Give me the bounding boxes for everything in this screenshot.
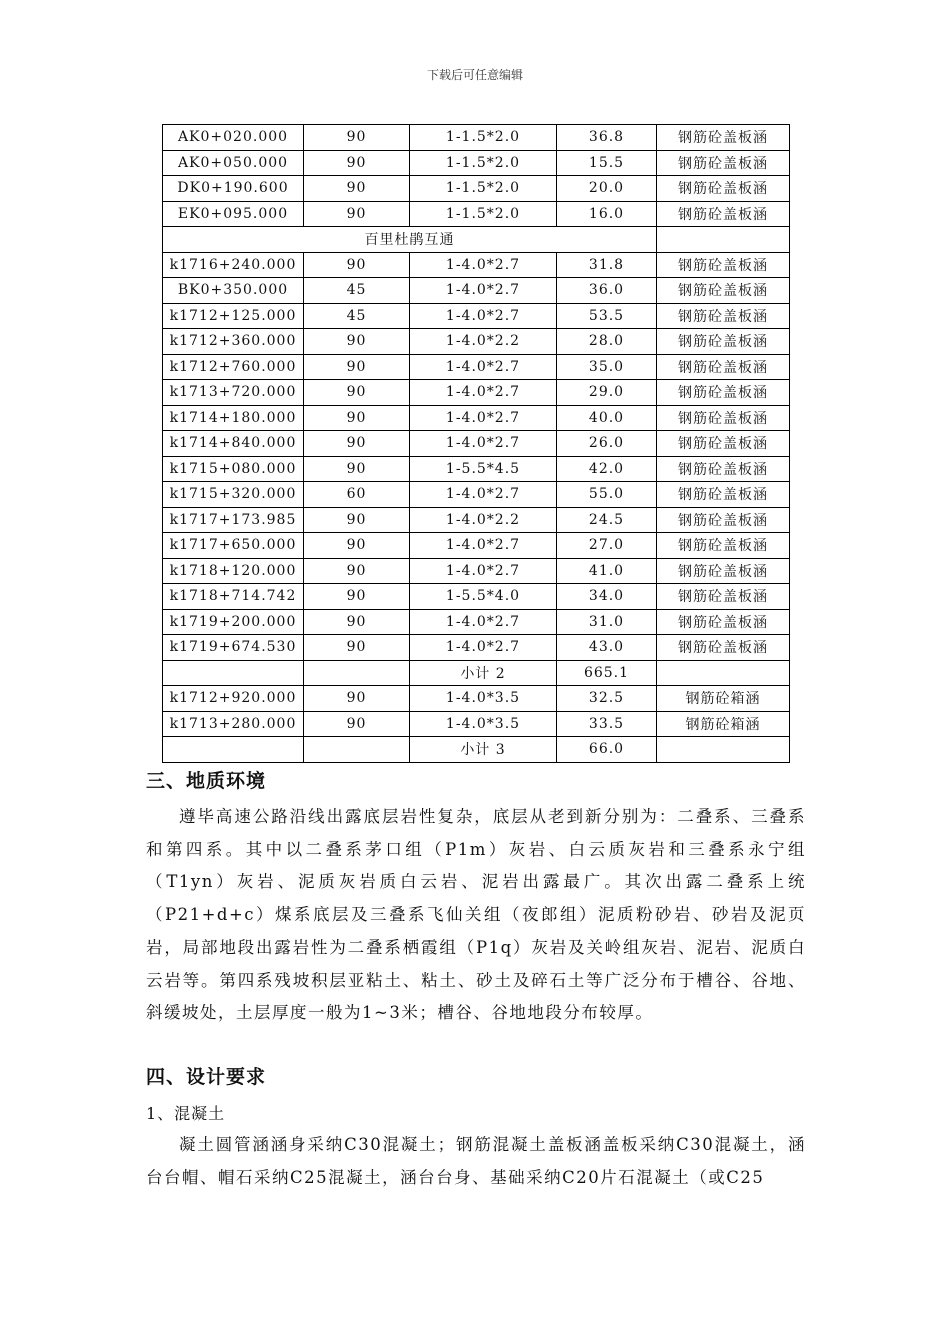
cell-empty xyxy=(304,660,410,686)
cell-station: k1719+674.530 xyxy=(163,635,304,661)
cell-station: k1717+173.985 xyxy=(163,507,304,533)
cell-kind: 钢筋砼箱涵 xyxy=(657,686,790,712)
cell-length: 28.0 xyxy=(557,329,657,355)
section-3-heading: 三、地质环境 xyxy=(146,770,267,792)
cell-angle: 45 xyxy=(304,278,410,304)
table-row xyxy=(163,558,790,584)
page-header: 下载后可任意编辑 xyxy=(426,68,523,82)
cell-span: 1-4.0*2.2 xyxy=(410,329,557,355)
section-3-paragraph xyxy=(146,801,806,1030)
cell-section-label: 百里杜鹃互通 xyxy=(163,227,657,253)
table-row xyxy=(163,584,790,610)
table-row xyxy=(163,176,790,202)
cell-angle: 90 xyxy=(304,635,410,661)
table-row xyxy=(163,201,790,227)
table-row xyxy=(163,150,790,176)
cell-span: 1-1.5*2.0 xyxy=(410,125,557,151)
cell-kind: 钢筋砼盖板涵 xyxy=(657,354,790,380)
cell-length: 33.5 xyxy=(557,711,657,737)
table-row xyxy=(163,329,790,355)
cell-station: k1719+200.000 xyxy=(163,609,304,635)
cell-span: 1-4.0*2.2 xyxy=(410,507,557,533)
cell-length: 16.0 xyxy=(557,201,657,227)
cell-span: 1-4.0*2.7 xyxy=(410,303,557,329)
table-row xyxy=(163,125,790,151)
culvert-table-body xyxy=(163,125,790,763)
table-subtotal-row xyxy=(163,737,790,763)
cell-kind: 钢筋砼盖板涵 xyxy=(657,303,790,329)
cell-span: 1-4.0*2.7 xyxy=(410,405,557,431)
cell-angle: 90 xyxy=(304,609,410,635)
cell-span: 1-1.5*2.0 xyxy=(410,176,557,202)
table-section-row xyxy=(163,227,790,253)
cell-length: 31.0 xyxy=(557,609,657,635)
cell-empty xyxy=(657,660,790,686)
section-4-subheading: 1、混凝土 xyxy=(146,1104,226,1123)
cell-station: k1712+125.000 xyxy=(163,303,304,329)
cell-span: 1-4.0*2.7 xyxy=(410,380,557,406)
cell-angle: 90 xyxy=(304,252,410,278)
cell-span: 1-4.0*2.7 xyxy=(410,482,557,508)
section-4-paragraph xyxy=(146,1129,806,1194)
culvert-table xyxy=(162,124,790,763)
cell-span: 1-4.0*3.5 xyxy=(410,686,557,712)
cell-station: AK0+020.000 xyxy=(163,125,304,151)
table-row xyxy=(163,711,790,737)
cell-length: 41.0 xyxy=(557,558,657,584)
cell-angle: 90 xyxy=(304,176,410,202)
cell-kind: 钢筋砼盖板涵 xyxy=(657,150,790,176)
cell-kind: 钢筋砼盖板涵 xyxy=(657,609,790,635)
cell-length: 43.0 xyxy=(557,635,657,661)
table-row xyxy=(163,609,790,635)
cell-span: 1-4.0*3.5 xyxy=(410,711,557,737)
cell-station: BK0+350.000 xyxy=(163,278,304,304)
cell-kind: 钢筋砼盖板涵 xyxy=(657,456,790,482)
cell-kind: 钢筋砼盖板涵 xyxy=(657,176,790,202)
cell-length: 53.5 xyxy=(557,303,657,329)
cell-angle: 90 xyxy=(304,125,410,151)
cell-length: 35.0 xyxy=(557,354,657,380)
cell-angle: 90 xyxy=(304,558,410,584)
cell-length: 31.8 xyxy=(557,252,657,278)
cell-span: 1-4.0*2.7 xyxy=(410,558,557,584)
cell-kind: 钢筋砼盖板涵 xyxy=(657,431,790,457)
cell-length: 32.5 xyxy=(557,686,657,712)
cell-span: 1-1.5*2.0 xyxy=(410,201,557,227)
cell-kind: 钢筋砼盖板涵 xyxy=(657,252,790,278)
cell-length: 34.0 xyxy=(557,584,657,610)
cell-kind: 钢筋砼盖板涵 xyxy=(657,201,790,227)
cell-span: 1-4.0*2.7 xyxy=(410,431,557,457)
cell-angle: 90 xyxy=(304,354,410,380)
cell-kind: 钢筋砼盖板涵 xyxy=(657,558,790,584)
cell-kind: 钢筋砼盖板涵 xyxy=(657,533,790,559)
cell-span: 1-5.5*4.5 xyxy=(410,456,557,482)
cell-subtotal-label: 小计 3 xyxy=(410,737,557,763)
table-row xyxy=(163,456,790,482)
cell-kind: 钢筋砼盖板涵 xyxy=(657,380,790,406)
cell-span: 1-4.0*2.7 xyxy=(410,278,557,304)
cell-span: 1-4.0*2.7 xyxy=(410,533,557,559)
table-subtotal-row xyxy=(163,660,790,686)
cell-station: k1713+280.000 xyxy=(163,711,304,737)
cell-kind: 钢筋砼盖板涵 xyxy=(657,125,790,151)
cell-kind: 钢筋砼盖板涵 xyxy=(657,405,790,431)
cell-kind: 钢筋砼盖板涵 xyxy=(657,278,790,304)
cell-subtotal-label: 小计 2 xyxy=(410,660,557,686)
table-row xyxy=(163,686,790,712)
cell-station: k1712+920.000 xyxy=(163,686,304,712)
cell-length: 55.0 xyxy=(557,482,657,508)
cell-empty xyxy=(304,737,410,763)
cell-station: k1714+180.000 xyxy=(163,405,304,431)
cell-angle: 60 xyxy=(304,482,410,508)
table-row xyxy=(163,278,790,304)
section-3-body: 遵毕高速公路沿线出露底层岩性复杂，底层从老到新分别为：二叠系、三叠系和第四系。其中以二叠系茅口组（P1m）灰岩、白云质灰岩和三叠系永宁组（T1yn）灰岩、泥质灰岩质白云岩、泥岩出露最广。其次出露二叠系上统（P21+d+c）煤系底层及三叠系飞仙关组（夜郎组）泥质粉砂岩、砂岩及泥页岩，局部地段出露岩性为二叠系栖霞组（P1q）灰岩及关岭组灰岩、泥岩、泥质白云岩等。第四系残坡积层亚粘土、粘土、砂土及碎石土等广泛分布于槽谷、谷地、斜缓坡处，土层厚度一般为1~3米；槽谷、谷地地段分布较厚。 xyxy=(146,807,806,1023)
table-row xyxy=(163,380,790,406)
cell-span: 1-5.5*4.0 xyxy=(410,584,557,610)
cell-angle: 90 xyxy=(304,507,410,533)
cell-kind: 钢筋砼盖板涵 xyxy=(657,482,790,508)
cell-kind: 钢筋砼盖板涵 xyxy=(657,329,790,355)
cell-station: k1715+080.000 xyxy=(163,456,304,482)
table-row xyxy=(163,303,790,329)
cell-angle: 90 xyxy=(304,405,410,431)
section-4-body: 凝土圆管涵涵身采纳C30混凝土；钢筋混凝土盖板涵盖板采纳C30混凝土，涵台台帽、帽石采纳C25混凝土，涵台台身、基础采纳C20片石混凝土（或C25 xyxy=(146,1135,806,1187)
cell-kind: 钢筋砼盖板涵 xyxy=(657,507,790,533)
cell-angle: 90 xyxy=(304,584,410,610)
table-row xyxy=(163,482,790,508)
cell-station: k1716+240.000 xyxy=(163,252,304,278)
cell-angle: 90 xyxy=(304,380,410,406)
cell-station: DK0+190.600 xyxy=(163,176,304,202)
cell-span: 1-4.0*2.7 xyxy=(410,609,557,635)
cell-angle: 90 xyxy=(304,711,410,737)
cell-angle: 90 xyxy=(304,431,410,457)
cell-span: 1-1.5*2.0 xyxy=(410,150,557,176)
cell-angle: 90 xyxy=(304,456,410,482)
cell-length: 40.0 xyxy=(557,405,657,431)
cell-station: k1718+714.742 xyxy=(163,584,304,610)
cell-span: 1-4.0*2.7 xyxy=(410,252,557,278)
cell-empty xyxy=(657,227,790,253)
cell-empty xyxy=(657,737,790,763)
cell-span: 1-4.0*2.7 xyxy=(410,354,557,380)
cell-station: k1714+840.000 xyxy=(163,431,304,457)
table-row xyxy=(163,635,790,661)
table-row xyxy=(163,354,790,380)
section-4-heading: 四、设计要求 xyxy=(146,1066,267,1088)
cell-angle: 45 xyxy=(304,303,410,329)
cell-station: k1715+320.000 xyxy=(163,482,304,508)
cell-station: k1712+360.000 xyxy=(163,329,304,355)
cell-station: k1717+650.000 xyxy=(163,533,304,559)
table-row xyxy=(163,431,790,457)
cell-angle: 90 xyxy=(304,686,410,712)
cell-angle: 90 xyxy=(304,329,410,355)
table-row xyxy=(163,405,790,431)
table-row xyxy=(163,507,790,533)
cell-length: 42.0 xyxy=(557,456,657,482)
cell-station: k1712+760.000 xyxy=(163,354,304,380)
cell-subtotal-value: 665.1 xyxy=(557,660,657,686)
cell-station: EK0+095.000 xyxy=(163,201,304,227)
cell-length: 15.5 xyxy=(557,150,657,176)
cell-subtotal-value: 66.0 xyxy=(557,737,657,763)
cell-station: AK0+050.000 xyxy=(163,150,304,176)
table-row xyxy=(163,252,790,278)
cell-length: 36.0 xyxy=(557,278,657,304)
cell-angle: 90 xyxy=(304,150,410,176)
cell-station: k1713+720.000 xyxy=(163,380,304,406)
cell-empty xyxy=(163,737,304,763)
table-row xyxy=(163,533,790,559)
cell-station: k1718+120.000 xyxy=(163,558,304,584)
cell-span: 1-4.0*2.7 xyxy=(410,635,557,661)
cell-length: 36.8 xyxy=(557,125,657,151)
cell-length: 27.0 xyxy=(557,533,657,559)
cell-empty xyxy=(163,660,304,686)
cell-kind: 钢筋砼盖板涵 xyxy=(657,584,790,610)
cell-kind: 钢筋砼箱涵 xyxy=(657,711,790,737)
cell-angle: 90 xyxy=(304,201,410,227)
cell-kind: 钢筋砼盖板涵 xyxy=(657,635,790,661)
cell-length: 29.0 xyxy=(557,380,657,406)
cell-length: 26.0 xyxy=(557,431,657,457)
cell-angle: 90 xyxy=(304,533,410,559)
cell-length: 24.5 xyxy=(557,507,657,533)
cell-length: 20.0 xyxy=(557,176,657,202)
